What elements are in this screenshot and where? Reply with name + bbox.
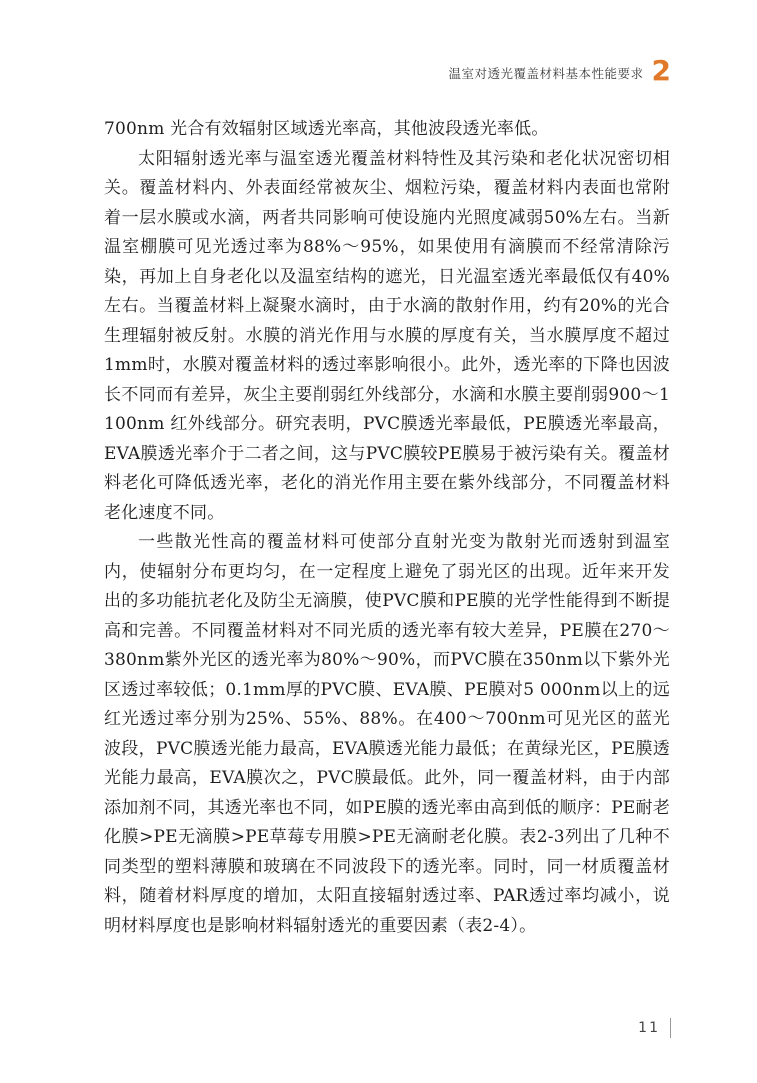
page-number: 11 bbox=[638, 1020, 660, 1036]
footer-divider bbox=[670, 1018, 671, 1038]
running-header bbox=[448, 54, 672, 87]
paragraph-continuation: 700nm 光合有效辐射区域透光率高，其他波段透光率低。 bbox=[104, 119, 549, 139]
page-footer bbox=[638, 1018, 671, 1038]
paragraph-transmittance-pollution: 太阳辐射透光率与温室透光覆盖材料特性及其污染和老化状况密切相关。覆盖材料内、外表面经常被灰尘、烟粒污染，覆盖材料内表面也常附着一层水膜或水滴，两者共同影响可使设施内光照度减弱50%左右。当新温室棚膜可见光透过率为88%～95%，如果使用有滴膜而不经常清除污染，再加上自身老化以及温室结构的遮光，日光温室透光率最低仅有40%左右。当覆盖材料上凝聚水滴时，由于水滴的散射作用，约有20%的光合生理辐射被反射。水膜的消光作用与水膜的厚度有关，当水膜厚度不超过1mm时，水膜对覆盖材料的透过率影响很小。此外，透光率的下降也因波长不同而有差异，灰尘主要削弱红外线部分，水滴和水膜主要削弱900～1 100nm 红外线部分。研究表明，PVC膜透光率最低，PE膜透光率最高，EVA膜透光率介于二者之间，这与PVC膜较PE膜易于被污染有关。覆盖材料老化可降低透光率，老化的消光作用主要在紫外线部分，不同覆盖材料老化速度不同。 bbox=[104, 148, 670, 523]
chapter-title: 温室对透光覆盖材料基本性能要求 bbox=[448, 66, 644, 81]
paragraph-scattering-materials: 一些散光性高的覆盖材料可使部分直射光变为散射光而透射到温室内，使辐射分布更均匀，在一定程度上避免了弱光区的出现。近年来开发出的多功能抗老化及防尘无滴膜，使PVC膜和PE膜的光学性能得到不断提高和完善。不同覆盖材料对不同光质的透光率有较大差异，PE膜在270～380nm紫外光区的透光率为80%～90%，而PVC膜在350nm以下紫外光区透过率较低；0.1mm厚的PVC膜、EVA膜、PE膜对5 000nm以上的远红光透过率分别为25%、55%、88%。在400～700nm可见光区的蓝光波段，PVC膜透光能力最高，EVA膜透光能力最低；在黄绿光区，PE膜透光能力最高，EVA膜次之，PVC膜最低。此外，同一覆盖材料，由于内部添加剂不同，其透光率也不同，如PE膜的透光率由高到低的顺序：PE耐老化膜>PE无滴膜>PE草莓专用膜>PE无滴耐老化膜。表2-3列出了几种不同类型的塑料薄膜和玻璃在不同波段下的透光率。同时，同一材质覆盖材料，随着材料厚度的增加，太阳直接辐射透过率、PAR透过率均减小，说明材料厚度也是影响材料辐射透光的重要因素（表2-4）。 bbox=[104, 532, 671, 936]
body-text bbox=[104, 115, 670, 941]
chapter-number: 2 bbox=[651, 54, 671, 87]
